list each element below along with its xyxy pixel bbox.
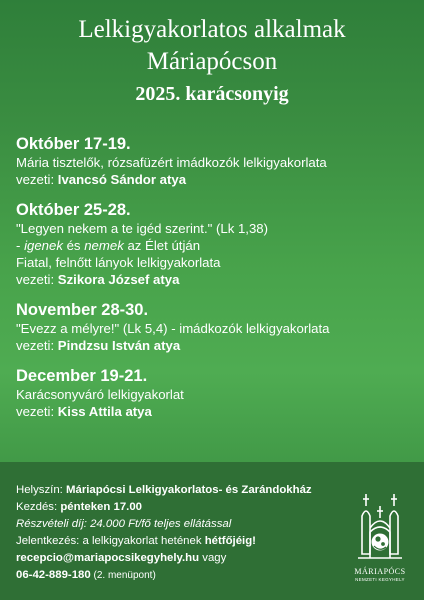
title-line-3: 2025. karácsonyig bbox=[135, 83, 289, 105]
email-link[interactable]: recepcio@mariapocsikegyhely.hu bbox=[16, 552, 200, 564]
fee-row: Részvételi díj: 24.000 Ft/fő teljes ellátással bbox=[16, 518, 232, 530]
event-quote: "Legyen nekem a te igéd szerint." (Lk 1,38) bbox=[16, 221, 269, 236]
event-description: Mária tisztelők, rózsafüzért imádkozók lelkigyakorlata bbox=[16, 155, 327, 170]
leader-name: Pindzsu István atya bbox=[57, 338, 181, 353]
phone-row: 06-42-889-180 (2. menüpont) bbox=[16, 569, 156, 581]
event-date: Október 17-19. bbox=[16, 135, 131, 153]
location-value: Máriapócsi Lelkigyakorlatos- és Zarándokház bbox=[66, 484, 312, 496]
shrine-icon bbox=[352, 484, 408, 566]
event-description: "Evezz a mélyre!" (Lk 5,4) - imádkozók lelkigyakorlata bbox=[16, 321, 330, 336]
leader-name: Kiss Attila atya bbox=[57, 404, 152, 419]
event-leader: vezeti: Kiss Attila atya bbox=[16, 404, 152, 419]
event-date: November 28-30. bbox=[16, 301, 149, 319]
event-november-28 bbox=[16, 300, 416, 354]
event-date: December 19-21. bbox=[16, 367, 148, 385]
logo-name: MÁRIAPÓCS bbox=[354, 567, 406, 576]
logo-subtitle: NEMZETI KEGYHELY bbox=[355, 577, 405, 582]
event-list bbox=[16, 134, 416, 432]
title-line-2: Máriapócson bbox=[146, 48, 278, 75]
event-leader: vezeti: Pindzsu István atya bbox=[16, 338, 181, 353]
start-row: Kezdés: pénteken 17.00 bbox=[16, 501, 143, 513]
leader-name: Ivancsó Sándor atya bbox=[57, 172, 187, 187]
title-line-1: Lelkigyakorlatos alkalmak bbox=[78, 16, 346, 43]
info-block bbox=[16, 482, 336, 584]
poster-header bbox=[0, 14, 424, 108]
event-october-25 bbox=[16, 200, 416, 288]
signup-deadline: hétfőjéig! bbox=[204, 535, 256, 547]
event-leader: vezeti: Ivancsó Sándor atya bbox=[16, 172, 187, 187]
event-leader: vezeti: Szikora József atya bbox=[16, 272, 180, 287]
event-date: Október 25-28. bbox=[16, 201, 131, 219]
event-description: Fiatal, felnőtt lányok lelkigyakorlata bbox=[16, 255, 221, 270]
location-row: Helyszín: Máriapócsi Lelkigyakorlatos- és Zarándokház bbox=[16, 484, 312, 496]
event-subtitle: - igenek és nemek az Élet útján bbox=[16, 238, 201, 253]
email-row: recepcio@mariapocsikegyhely.hu vagy bbox=[16, 552, 227, 564]
mariapocs-logo bbox=[348, 484, 412, 594]
phone-number[interactable]: 06-42-889-180 bbox=[16, 569, 91, 581]
start-value: pénteken 17.00 bbox=[60, 501, 143, 513]
event-description: Karácsonyváró lelkigyakorlat bbox=[16, 387, 184, 402]
info-footer bbox=[0, 462, 424, 600]
event-october-17 bbox=[16, 134, 416, 188]
signup-row: Jelentkezés: a lelkigyakorlat hetének hétfőjéig! bbox=[16, 535, 256, 547]
event-december-19 bbox=[16, 366, 416, 420]
leader-name: Szikora József atya bbox=[57, 272, 180, 287]
